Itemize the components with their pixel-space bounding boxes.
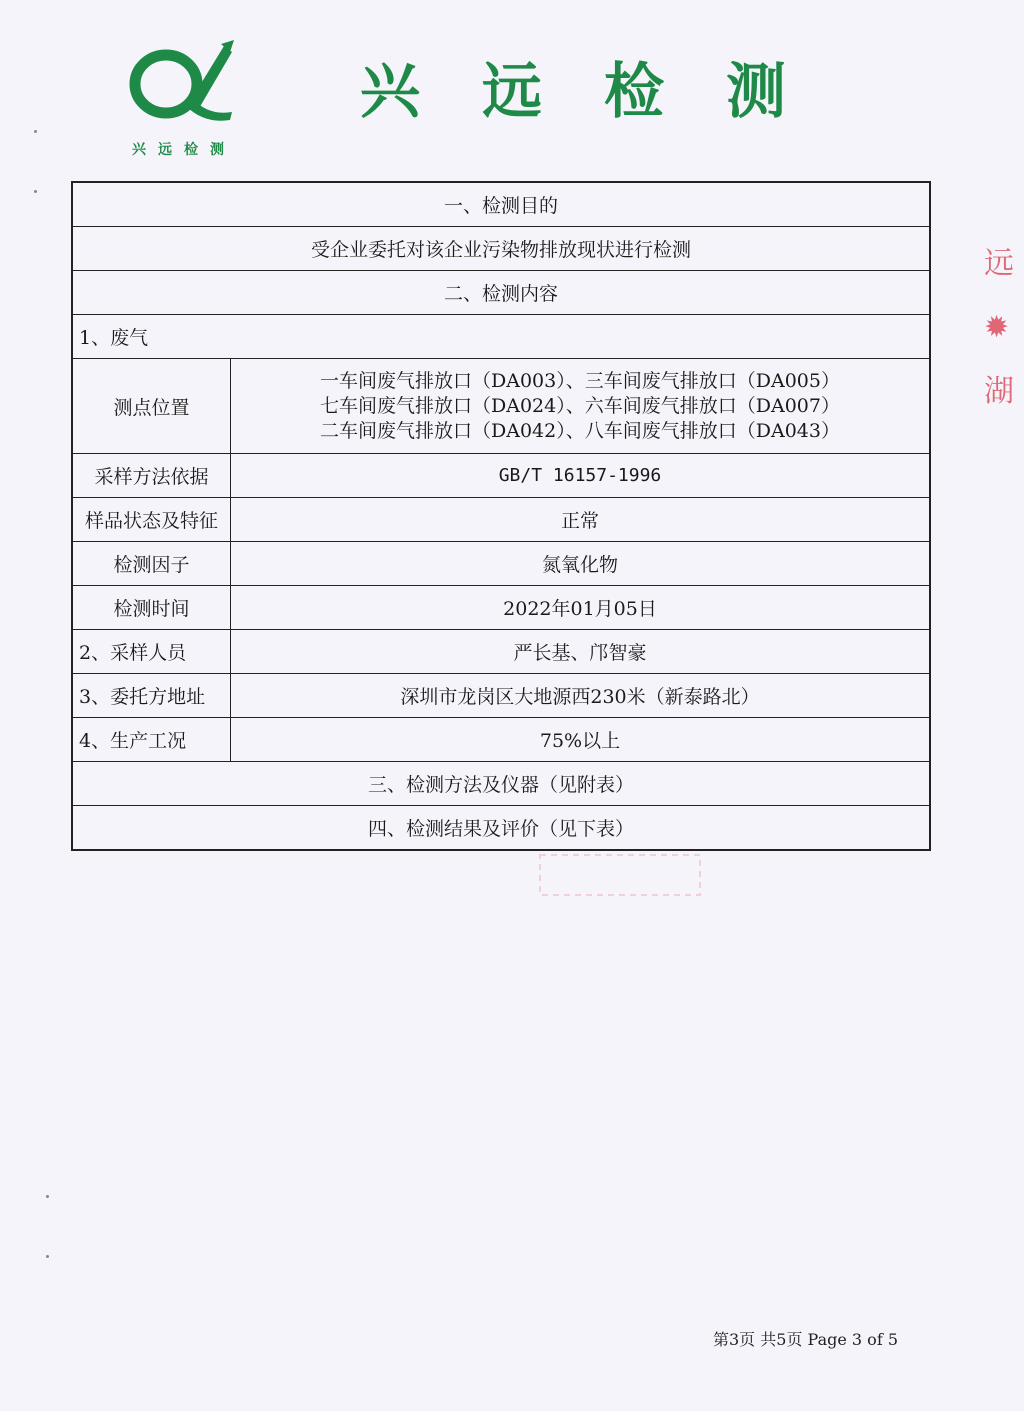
scan-speck <box>34 130 37 133</box>
report-table <box>71 181 931 851</box>
table-row <box>72 806 930 851</box>
table-row <box>72 359 930 454</box>
waste-gas-label: 1、废气 <box>72 315 930 359</box>
brand-title: 兴远检测 <box>360 57 848 127</box>
logo-mark-icon <box>128 38 240 138</box>
test-factor-value: 氮氧化物 <box>231 542 931 586</box>
red-seal-stamp <box>984 232 1024 432</box>
table-row <box>72 227 930 271</box>
table-row <box>72 586 930 630</box>
section3-title: 三、检测方法及仪器（见附表） <box>72 762 930 806</box>
table-row <box>72 182 930 227</box>
logo-caption: 兴远检测 <box>132 142 236 158</box>
client-address-value: 深圳市龙岗区大地源西230米（新泰路北） <box>231 674 931 718</box>
row-label: 样品状态及特征 <box>72 498 231 542</box>
section2-title: 二、检测内容 <box>72 271 930 315</box>
sampling-point-line: 一车间废气排放口（DA003）、三车间废气排放口（DA005） <box>320 369 840 392</box>
scan-speck <box>46 1195 49 1198</box>
table-row <box>72 454 930 498</box>
row-label: 2、采样人员 <box>72 630 231 674</box>
sampling-method-value: GB/T 16157-1996 <box>231 454 931 498</box>
row-label: 采样方法依据 <box>72 454 231 498</box>
sampling-point-line: 二车间废气排放口（DA042）、八车间废气排放口（DA043） <box>320 419 840 442</box>
faint-stamp-mark-icon <box>530 845 710 905</box>
production-condition-value: 75%以上 <box>231 718 931 762</box>
row-label: 检测因子 <box>72 542 231 586</box>
table-row <box>72 630 930 674</box>
page-number: 第3页 共5页 Page 3 of 5 <box>713 1330 899 1349</box>
sampling-points <box>231 359 931 454</box>
test-date-value: 2022年01月05日 <box>231 586 931 630</box>
table-row <box>72 718 930 762</box>
scan-speck <box>34 190 37 193</box>
section4-title: 四、检测结果及评价（见下表） <box>72 806 930 851</box>
stamp-char: 远 <box>984 246 1014 281</box>
company-logo <box>128 38 240 163</box>
section1-title: 一、检测目的 <box>72 182 930 227</box>
scan-speck <box>46 1255 49 1258</box>
table-row <box>72 498 930 542</box>
sampling-staff-value: 严长基、邝智豪 <box>231 630 931 674</box>
row-label: 测点位置 <box>72 359 231 454</box>
stamp-char: 湖 <box>984 374 1014 409</box>
table-row <box>72 674 930 718</box>
sample-state-value: 正常 <box>231 498 931 542</box>
table-row <box>72 271 930 315</box>
table-row <box>72 542 930 586</box>
row-label: 检测时间 <box>72 586 231 630</box>
table-row <box>72 315 930 359</box>
stamp-star-icon: ✹ <box>984 310 1010 345</box>
table-row <box>72 762 930 806</box>
row-label: 4、生产工况 <box>72 718 231 762</box>
sampling-point-line: 七车间废气排放口（DA024）、六车间废气排放口（DA007） <box>320 394 840 417</box>
row-label: 3、委托方地址 <box>72 674 231 718</box>
purpose-text: 受企业委托对该企业污染物排放现状进行检测 <box>72 227 930 271</box>
